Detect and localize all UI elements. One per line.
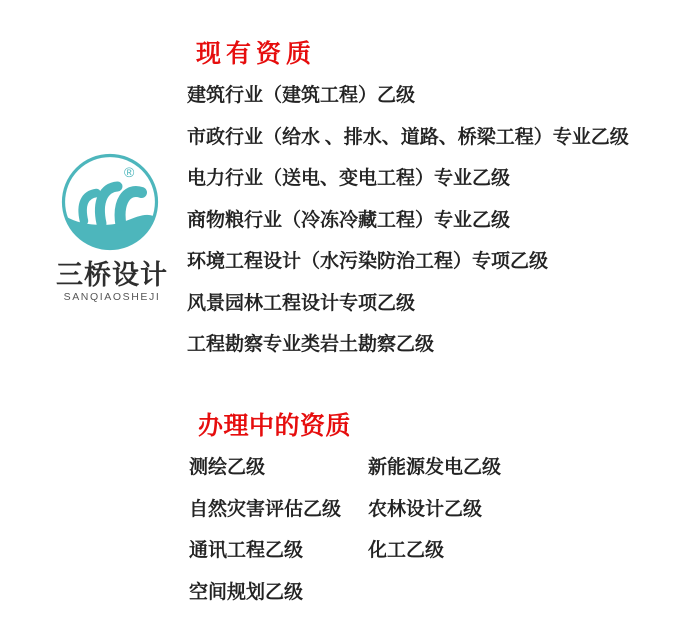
qualification-item: 化工乙级 (368, 540, 445, 561)
qualification-item: 环境工程设计（水污染防治工程）专项乙级 (187, 251, 549, 272)
pending-qualifications-column-1 (189, 457, 368, 604)
wave-curl-left (83, 193, 97, 221)
existing-qualifications-list (187, 85, 629, 356)
qualification-item: 电力行业（送电、变电工程）专业乙级 (187, 168, 511, 189)
qualification-item: 新能源发电乙级 (368, 457, 502, 478)
qualification-item: 市政行业（给水 、排水、道路、桥梁工程）专业乙级 (187, 126, 629, 148)
qualification-item: 建筑行业（建筑工程）乙级 (187, 85, 416, 106)
company-name-english: SANQIAOSHEJI (63, 291, 161, 303)
registered-trademark-icon: ® (124, 164, 135, 180)
qualification-item: 通讯工程乙级 (189, 540, 304, 561)
qualification-item: 农林设计乙级 (368, 498, 483, 520)
qualification-item: 空间规划乙级 (189, 581, 304, 603)
company-name-chinese: 三桥设计 (56, 260, 168, 290)
pending-qualifications-column-2 (368, 457, 501, 604)
qualification-item: 测绘乙级 (189, 457, 266, 478)
qualification-item: 自然灾害评估乙级 (189, 498, 342, 520)
qualification-item: 风景园林工程设计专项乙级 (187, 292, 416, 314)
section-title-pending-qualifications: 办理中的资质 (198, 413, 352, 440)
qualification-item: 商物粮行业（冷冻冷藏工程）专业乙级 (187, 209, 511, 231)
wave-base (66, 215, 154, 249)
wave-circle-icon (60, 152, 160, 252)
pending-qualifications-grid (189, 457, 501, 604)
section-title-existing-qualifications: 现有资质 (196, 41, 317, 68)
qualification-item: 工程勘察专业类岩土勘察乙级 (187, 334, 435, 355)
